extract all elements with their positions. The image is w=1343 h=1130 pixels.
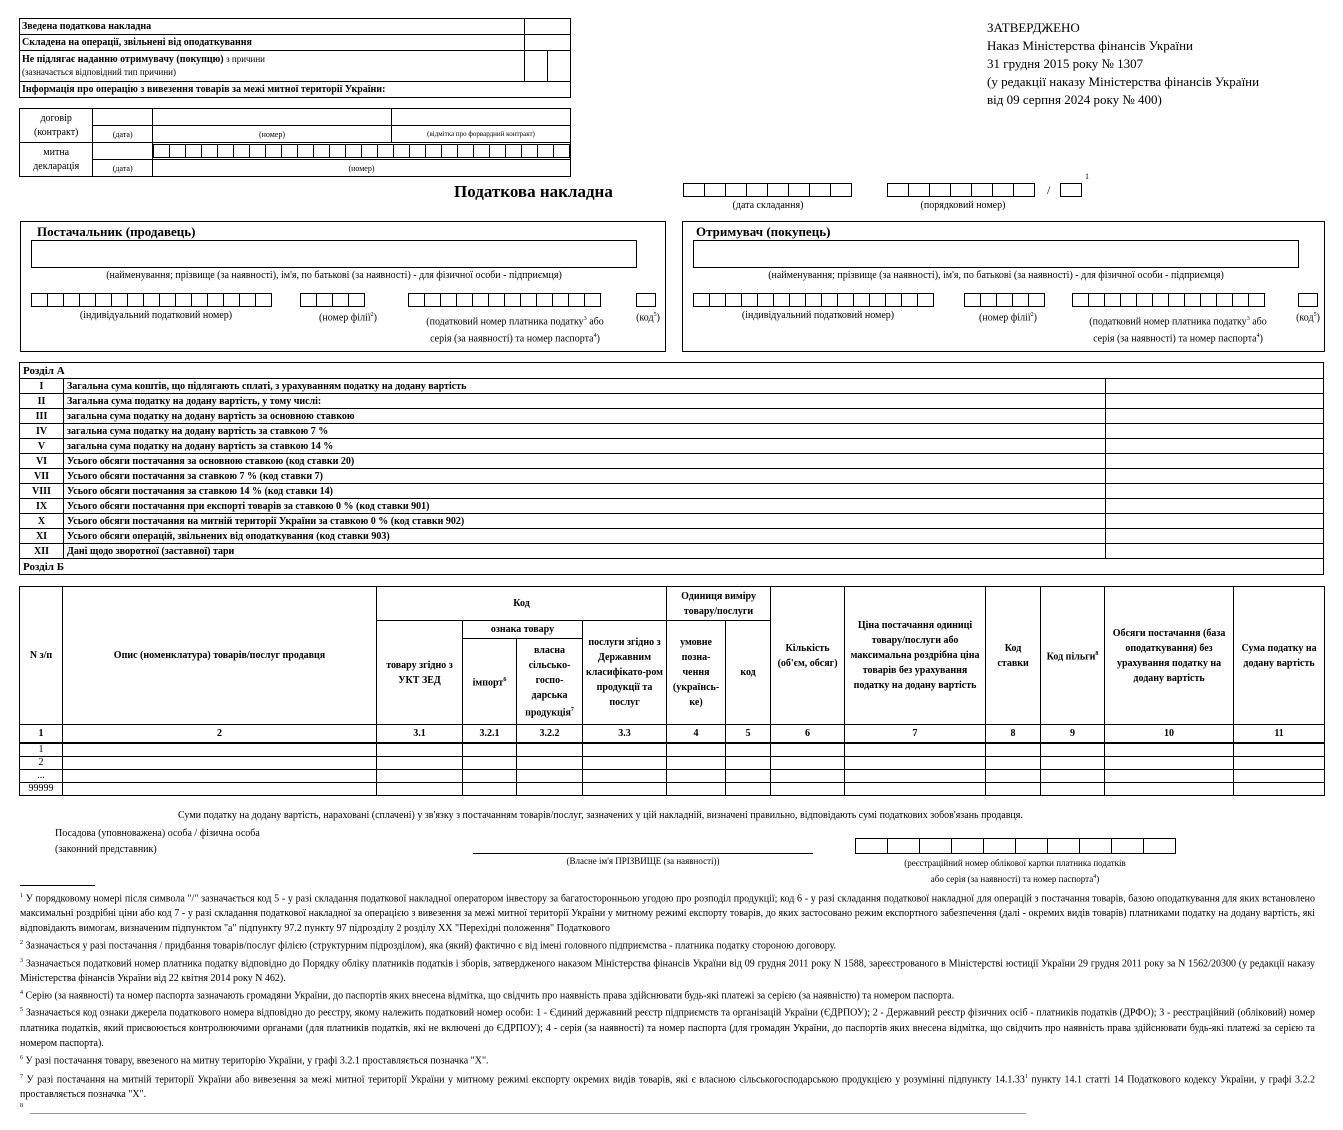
- col-header: Ціна постачання одиниці товару/послуги або максимальна роздрібна ціна товарів без урахування податку на додану вартість: [845, 587, 986, 725]
- section-a-value[interactable]: [1106, 379, 1324, 394]
- buyer-branch-caption: (номер філії$^2$): [979, 312, 1037, 324]
- contract-date-input[interactable]: [93, 109, 153, 126]
- section-a-value[interactable]: [1106, 499, 1324, 514]
- buyer-taxpayer-caption: (податковий номер платника податку$^3$ або серія (за наявності) та номер паспорта$^4$): [1089, 316, 1267, 345]
- col-number: 5: [726, 725, 771, 743]
- section-a-value[interactable]: [1106, 439, 1324, 454]
- section-a-row: VI Усього обсяги постачання за основною ставкою (код ставки 20): [20, 454, 1324, 469]
- number-caption: (номер): [152, 160, 570, 177]
- col-header: N з/п: [20, 587, 63, 725]
- seller-code-input[interactable]: [636, 293, 656, 307]
- customs-date-input[interactable]: [93, 143, 153, 160]
- registration-number-input[interactable]: [855, 838, 1176, 854]
- col-header: власна сільсько-госпо-дарська продукція$^7$: [517, 639, 583, 725]
- col-number: 3.3: [583, 725, 667, 743]
- signature-caption: (Власне ім'я ПРІЗВИЩЕ (за наявності)): [566, 856, 720, 866]
- buyer-taxpayer-input[interactable]: [1072, 293, 1265, 307]
- bottom-line: [30, 1113, 1026, 1114]
- col-header: імпорт$^6$: [463, 639, 517, 725]
- col-number: 4: [667, 725, 726, 743]
- section-a-value[interactable]: [1106, 454, 1324, 469]
- footnote: 8: [20, 1103, 23, 1110]
- table-row[interactable]: 1: [20, 743, 1325, 757]
- export-docs-table: [19, 108, 571, 177]
- seller-taxpayer-input[interactable]: [408, 293, 601, 307]
- buyer-ipn-caption: (індивідуальний податковий номер): [741, 310, 895, 321]
- section-a-title: Розділ А: [20, 363, 1324, 379]
- forward-caption: (відмітка про форвардний контракт): [392, 126, 571, 143]
- section-a-value[interactable]: [1106, 484, 1324, 499]
- seller-name-input[interactable]: [31, 240, 637, 268]
- approval-line: (у редакції наказу Міністерства фінансів України: [987, 74, 1260, 89]
- col-header: код: [726, 621, 771, 725]
- official-label: Посадова (уповноважена) особа / фізична особа (законний представник): [55, 828, 260, 855]
- approval-block: [987, 19, 1259, 109]
- table-row[interactable]: 2: [20, 756, 1325, 769]
- col-number: 10: [1105, 725, 1234, 743]
- customs-label: митна декларація: [20, 143, 93, 177]
- registration-caption: (реєстраційний номер облікової картки платника податків або серія (за наявності) та номер паспорта$^4$): [904, 858, 1126, 884]
- forward-contract-input[interactable]: [392, 109, 571, 126]
- seller-branch-caption: (номер філії$^2$): [319, 312, 377, 324]
- reason-cell-1[interactable]: [525, 51, 548, 82]
- exempt-mark[interactable]: [525, 35, 571, 51]
- footnotes: [20, 889, 1315, 1114]
- section-a-row: IV загальна сума податку на додану вартість за ставкою 7 %: [20, 424, 1324, 439]
- section-a-row: X Усього обсяги постачання на митній території України за ставкою 0 % (код ставки 902): [20, 514, 1324, 529]
- col-number: 7: [845, 725, 986, 743]
- col-number: 3.2.1: [463, 725, 517, 743]
- approval-line: 31 грудня 2015 року № 1307: [987, 56, 1144, 71]
- section-a-row: XI Усього обсяги операцій, звільнених від оподаткування (код ставки 903): [20, 529, 1324, 544]
- section-a-table: [19, 362, 1324, 575]
- seller-code-caption: (код$^5$): [636, 312, 660, 324]
- footnote: $^3$ Зазначається податковий номер платника податку відповідно до Порядку обліку платників податків і зборів, затвердженого наказом Міністерства фінансів України від 09 грудня 2011 року N 1588, зареєстрованого в Міністерстві юстиції України 29 грудня 2011 року за N 1562/20300 (у редакції наказу Міністерства фінансів України від 22 квітня 2014 року N 462).: [20, 957, 1315, 984]
- footnote: $^1$ У порядковому номері після символа "/" зазначається код 5 - у разі складання податкової накладної оператором інвестору за багатосторонньою угодою про розподіл продукції; код 6 - у разі складання податкової накладної для операцій з постачання товарів, базою оподаткування для яких встановлено максимальні роздрібні ціни або код 7 - у разі складання податкової накладної за операцією з вивезення за межі митної території України у митному режимі експорту товарів, до яких застосовано режим експортного забезпечення (далі - окремих видів товарів) платниками податку на додану вартість, які відповідають вимогам, визначеним підпунктом "а" підпункту 97.2 пункту 97 підрозділу 2 розділу XX "Перехідні положення" Податкового: [20, 893, 1316, 935]
- footnote-ref: 1: [1085, 172, 1089, 181]
- section-a-value[interactable]: [1106, 409, 1324, 424]
- col-number: 2: [63, 725, 377, 743]
- section-a-value[interactable]: [1106, 424, 1324, 439]
- section-b-table: [19, 586, 1325, 796]
- section-a-row: I Загальна сума коштів, що підлягають сплаті, з урахуванням податку на додану вартість: [20, 379, 1324, 394]
- col-header: ознака товару: [463, 621, 583, 639]
- buyer-block: [682, 221, 1325, 352]
- col-number: 3.2.2: [517, 725, 583, 743]
- section-a-value[interactable]: [1106, 529, 1324, 544]
- seller-ipn-caption: (індивідуальний податковий номер): [79, 310, 233, 321]
- footnote: $^6$ У разі постачання товару, ввезеного на митну територію України, у графі 3.2.1 проставляється позначка "Х".: [20, 1054, 489, 1066]
- col-number: 1: [20, 725, 63, 743]
- footnote: $^2$ Зазначається у разі постачання / придбання товарів/послуг філією (структурним підрозділом), яка (який) фактично є від імені головного підприємства - платника податку стороною договору.: [20, 940, 837, 952]
- col-number: 3.1: [377, 725, 463, 743]
- customs-number-input[interactable]: [152, 143, 570, 160]
- reason-cell-2[interactable]: [548, 51, 571, 82]
- page-title: Податкова накладна: [454, 182, 613, 201]
- invoice-type-table: [19, 18, 571, 98]
- serial-number-caption: (порядковий номер): [920, 200, 1006, 211]
- table-row[interactable]: ...: [20, 769, 1325, 782]
- footnote: $^5$ Зазначається код ознаки джерела податкового номера відповідно до реєстру, якому належить податковий номер особи: 1 - Єдиний державний реєстр підприємств та організацій України (ЄДРПОУ); 2 - Державний реєстр фізичних осіб - платників податків (ДРФО); 3 - реєстраційний (обліковий) номер платника податків, який присвоюється контролюючими органами (для платників податків, які не включені до ЄДРПОУ); 4 - серія (за наявності) та номер паспорта (для громадян України, до паспортів яких внесена відмітка, що свідчить про наявність права здійснювати будь-які платежі за серією та номером паспорта).: [20, 1007, 1316, 1049]
- col-number: 8: [986, 725, 1041, 743]
- col-number: 9: [1041, 725, 1105, 743]
- col-number: 11: [1234, 725, 1325, 743]
- type-code-input[interactable]: [1060, 183, 1082, 197]
- seller-ipn-input[interactable]: [31, 293, 272, 307]
- section-a-row: V загальна сума податку на додану вартість за ставкою 14 %: [20, 439, 1324, 454]
- col-header: Обсяги постачання (база оподаткування) без урахування податку на додану вартість: [1105, 587, 1234, 725]
- date-input[interactable]: [683, 183, 852, 197]
- col-header: Код: [377, 587, 667, 621]
- vat-statement: Суми податку на додану вартість, нараховані (сплачені) у зв'язку з постачанням товарів/послуг, зазначених у цій накладній, визначені правильно, відповідають сумі податкових зобов'язань продавця.: [178, 810, 1023, 821]
- buyer-code-input[interactable]: [1298, 293, 1318, 307]
- col-header: послуги згідно з Державним класифікато-ром продукції та послуг: [583, 621, 667, 725]
- col-header: Одиниця виміру товару/послуги: [667, 587, 771, 621]
- section-a-row: II Загальна сума податку на додану вартість, у тому числі:: [20, 394, 1324, 409]
- section-a-row: III загальна сума податку на додану вартість за основною ставкою: [20, 409, 1324, 424]
- section-a-row: VII Усього обсяги постачання за ставкою 7 % (код ставки 7): [20, 469, 1324, 484]
- buyer-code-caption: (код$^5$): [1296, 312, 1320, 324]
- buyer-title: Отримувач (покупець): [696, 224, 831, 239]
- col-number: 6: [771, 725, 845, 743]
- consolidated-mark[interactable]: [525, 19, 571, 35]
- section-a-value[interactable]: [1106, 469, 1324, 484]
- col-header: Опис (номенклатура) товарів/послуг продавця: [63, 587, 377, 725]
- col-header: Сума податку на додану вартість: [1234, 587, 1325, 725]
- section-a-value[interactable]: [1106, 544, 1324, 559]
- exempt-label: Складена на операції, звільнені від оподаткування: [20, 35, 525, 51]
- seller-taxpayer-caption: (податковий номер платника податку$^3$ або серія (за наявності) та номер паспорта$^4$): [426, 316, 604, 345]
- col-header: Код ставки: [986, 587, 1041, 725]
- col-header: товару згідно з УКТ ЗЕД: [377, 621, 463, 725]
- date-caption: (дата складання): [732, 200, 804, 211]
- section-a-row: XII Дані щодо зворотної (заставної) тари: [20, 544, 1324, 559]
- footnote: $^7$ У разі постачання на митній території України або вивезення за межі митної території України у митному режимі експорту окремих видів товарів, які є власною сільськогосподарською продукцією у розумінні підпункту 14.1.33$^1$ пункту 14.1 статті 14 Податкового кодексу України, у графі 3.2.2 проставляється позначка "Х".: [20, 1073, 1315, 1101]
- col-header: умовне позна-чення (українсь-ке): [667, 621, 726, 725]
- seller-block: [20, 221, 666, 352]
- approval-title: ЗАТВЕРДЖЕНО: [987, 20, 1080, 35]
- section-a-value[interactable]: [1106, 514, 1324, 529]
- section-a-row: VIII Усього обсяги постачання за ставкою 14 % (код ставки 14): [20, 484, 1324, 499]
- export-info-label: Інформація про операцію з вивезення товарів за межі митної території України:: [20, 82, 571, 98]
- date-caption: (дата): [93, 160, 153, 177]
- section-b-title: Розділ Б: [20, 559, 1324, 575]
- contract-label: договір (контракт): [20, 109, 93, 143]
- seller-name-caption: (найменування; прізвище (за наявності), ім'я, по батькові (за наявності) - для фізичної особи - підприємця): [106, 270, 562, 281]
- consolidated-label: Зведена податкова накладна: [20, 19, 525, 35]
- footnote: $^4$ Серію (за наявності) та номер паспорта зазначають громадяни України, до паспортів яких внесена відмітка, що свідчить про наявність права здійснювати будь-які платежі за серією (за наявністю) та номером паспорта.: [20, 989, 955, 1002]
- signature-line[interactable]: [473, 853, 813, 854]
- buyer-ipn-input[interactable]: [693, 293, 934, 307]
- slash: /: [1047, 183, 1051, 197]
- number-caption: (номер): [152, 126, 391, 143]
- col-header: Код пільги$^8$: [1041, 587, 1105, 725]
- footnote-divider: [20, 885, 95, 886]
- not-issued-label: Не підлягає наданню отримувачу (покупцю) з причини (зазначається відповідний тип причини): [20, 51, 525, 82]
- serial-number-input[interactable]: [887, 183, 1035, 197]
- buyer-name-caption: (найменування; прізвище (за наявності), ім'я, по батькові (за наявності) - для фізичної особи - підприємця): [768, 270, 1224, 281]
- approval-line: від 09 серпня 2024 року № 400): [987, 92, 1162, 107]
- section-a-row: IX Усього обсяги постачання при експорті товарів за ставкою 0 % (код ставки 901): [20, 499, 1324, 514]
- approval-line: Наказ Міністерства фінансів України: [987, 38, 1193, 53]
- col-header: Кількість (об'єм, обсяг): [771, 587, 845, 725]
- seller-branch-input[interactable]: [300, 293, 365, 307]
- section-a-value[interactable]: [1106, 394, 1324, 409]
- date-caption: (дата): [93, 126, 153, 143]
- seller-title: Постачальник (продавець): [37, 224, 196, 239]
- buyer-name-input[interactable]: [693, 240, 1299, 268]
- buyer-branch-input[interactable]: [964, 293, 1045, 307]
- table-row[interactable]: 99999: [20, 782, 1325, 795]
- contract-number-input[interactable]: [152, 109, 391, 126]
